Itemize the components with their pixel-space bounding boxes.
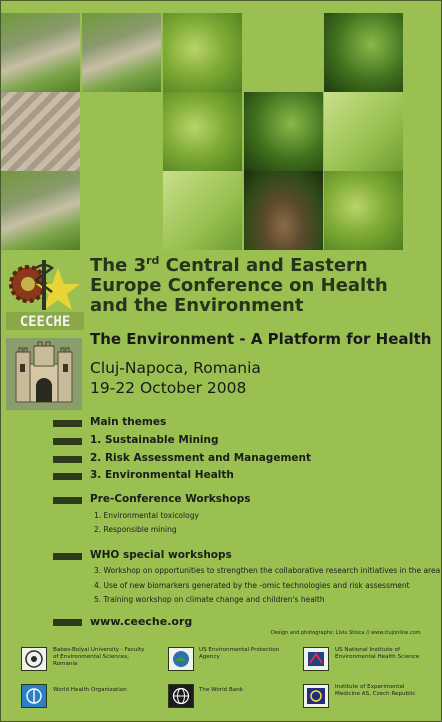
sponsor-name: Babes-Bolyai University - Faculty of Environmental Sciences, Romania (53, 647, 145, 667)
plant-stem-photo-tile (244, 171, 323, 250)
title-line1-post: Central and Eastern (159, 255, 368, 276)
pre-workshops-heading: Pre-Conference Workshops (90, 493, 251, 505)
university-seal-icon (21, 647, 47, 671)
logo-wordmark: CEECHE (19, 314, 71, 330)
conference-tagline: The Environment - A Platform for Health (90, 330, 432, 348)
theme-item: 3. Environmental Health (90, 469, 234, 481)
castle-illustration (6, 338, 82, 410)
section-bar (53, 619, 82, 626)
plant-photo-tile (244, 92, 323, 171)
ceeche-logo (6, 254, 84, 334)
workshop-item: 4. Use of new biomarkers generated by the -omic technologies and risk assessment (94, 581, 410, 590)
section-bar (53, 438, 82, 445)
workshop-item: 1. Environmental toxicology (94, 511, 199, 520)
workshop-item: 3. Workshop on opportunities to strengthen the collaborative research initiatives in the area (94, 566, 441, 575)
workshop-item: 5. Training workshop on climate change and children's health (94, 595, 325, 604)
leaf-photo-tile (163, 92, 242, 171)
title-line3: and the Environment (90, 295, 304, 316)
park-path-photo-tile (1, 13, 80, 92)
website-link[interactable]: www.ceeche.org (90, 615, 193, 628)
main-themes-heading: Main themes (90, 416, 167, 428)
sponsor-name: World Health Organization (53, 687, 127, 693)
leaf-photo-tile (324, 171, 403, 250)
workshop-item: 2. Responsible mining (94, 525, 177, 534)
sponsor-name: Institute of Experimental Medicine AS, Czech Republic (335, 684, 416, 697)
sponsor-name: US Environmental Protection Agency (199, 647, 280, 660)
park-path-photo-tile (82, 13, 161, 92)
section-bar (53, 420, 82, 427)
sponsor-name: The World Bank (199, 687, 244, 693)
lawn-photo-tile (1, 171, 80, 250)
section-bar (53, 456, 82, 463)
leaf-photo-tile (163, 13, 242, 92)
title-line1-pre: The 3 (90, 255, 147, 276)
sponsor-name: US National Institute of Environmental Health Science (335, 647, 420, 660)
section-bar (53, 553, 82, 560)
theme-item: 2. Risk Assessment and Management (90, 452, 312, 464)
conference-location (90, 358, 261, 398)
title-ordinal-suffix: rd (146, 254, 160, 267)
plant-photo-tile (324, 13, 403, 92)
epa-logo-icon (168, 647, 194, 671)
leaf-photo-tile (163, 171, 242, 250)
section-bar (53, 473, 82, 480)
world-bank-globe-icon (168, 684, 194, 708)
dates: 19-22 October 2008 (90, 379, 247, 397)
photo-mosaic (1, 1, 441, 251)
design-credit: Design and photographs: Liviu Stoica // www.clujonline.com (271, 630, 421, 636)
who-emblem-icon (21, 684, 47, 708)
theme-item: 1. Sustainable Mining (90, 434, 219, 446)
city: Cluj-Napoca, Romania (90, 359, 261, 377)
conference-title (90, 256, 430, 316)
section-bar (53, 497, 82, 504)
park-path-photo-tile (1, 92, 80, 171)
iem-logo-icon (303, 684, 329, 708)
title-line2: Europe Conference on Health (90, 275, 388, 296)
niehs-logo-icon (303, 647, 329, 671)
leaf-photo-tile (324, 92, 403, 171)
who-workshops-heading: WHO special workshops (90, 549, 232, 561)
